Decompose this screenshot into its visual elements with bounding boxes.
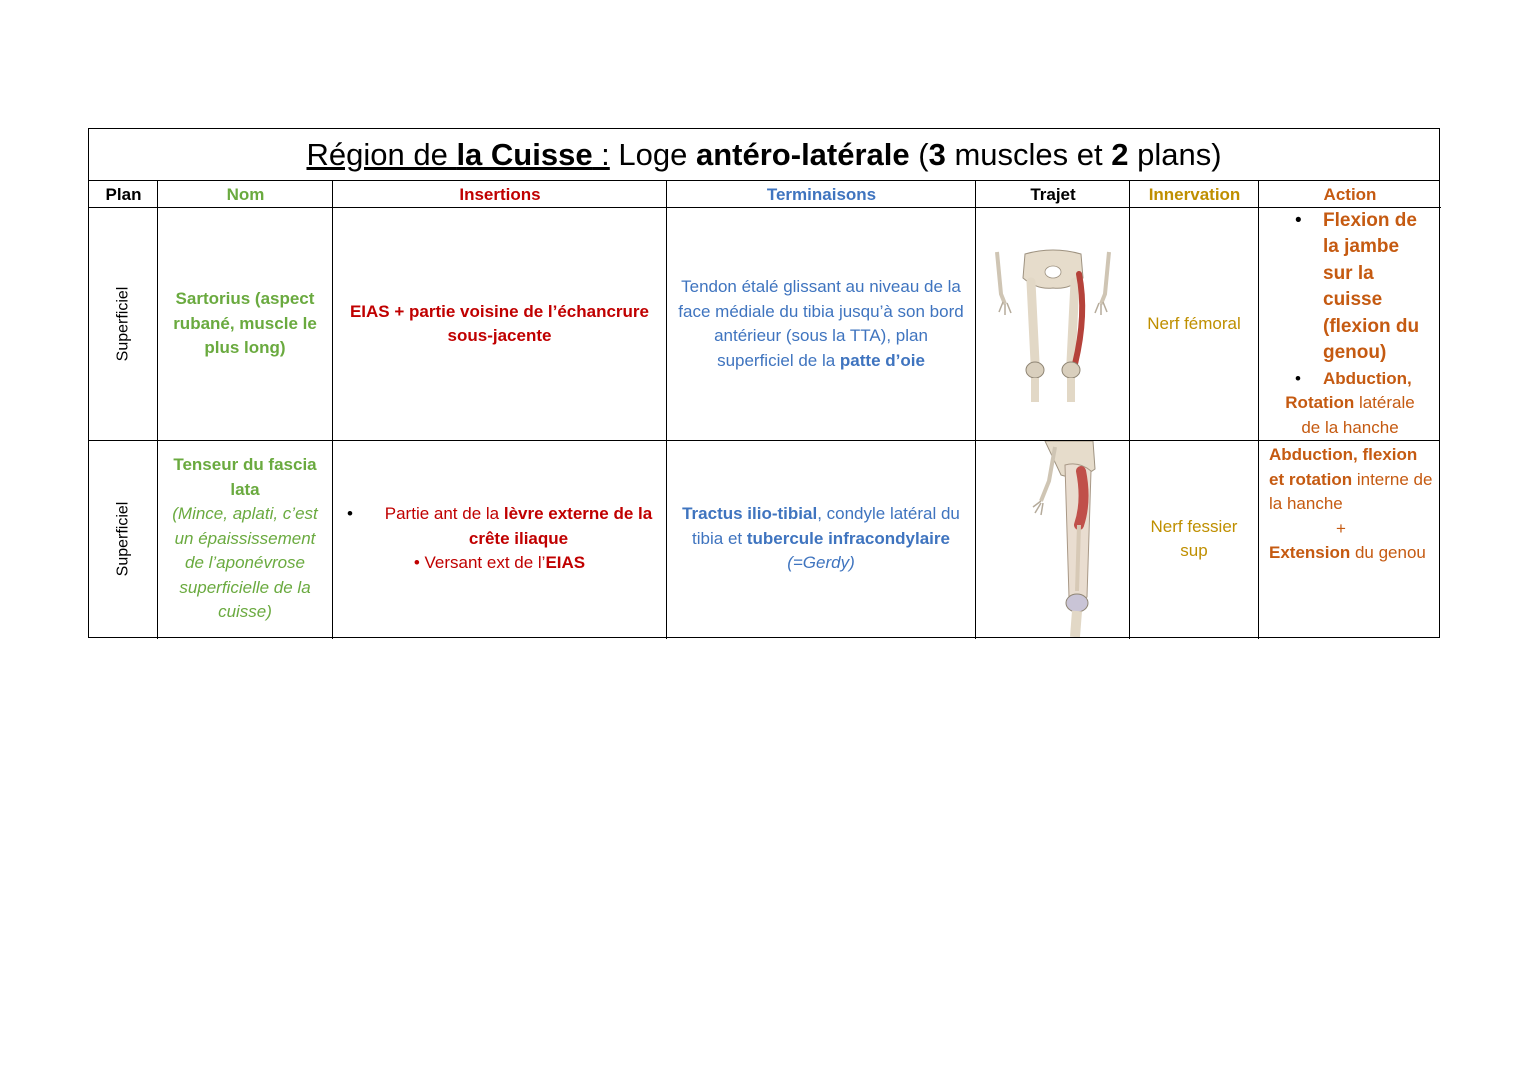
table-title	[89, 129, 1439, 181]
insertion-item	[414, 551, 585, 576]
title-text: plans)	[1128, 137, 1222, 172]
action-item	[1263, 367, 1437, 392]
bullet: •	[347, 504, 353, 524]
terminaison-bold: patte d’oie	[839, 350, 925, 370]
action-text: Abduction,	[1323, 368, 1412, 388]
insertion-bold: lèvre externe de la crête iliaque	[468, 504, 653, 548]
row2-innervation: Nerf fessier sup	[1150, 516, 1238, 560]
header-innervation: Innervation	[1130, 181, 1259, 208]
row2-action	[1259, 441, 1441, 637]
header-nom: Nom	[158, 181, 333, 208]
header-plan: Plan	[89, 181, 158, 208]
action-plus: +	[1336, 518, 1346, 538]
title-text: antéro-latérale	[696, 137, 910, 172]
nom-text: (Mince, aplati, c’est un épaississement de l’aponévrose superficielle de la cuisse)	[172, 504, 318, 622]
tensor-fascia-lata-illustration	[983, 441, 1123, 637]
action-text: Abduction, flexion et rotation	[1269, 445, 1418, 489]
action-text: latérale de la hanche	[1301, 393, 1415, 437]
insertion-bold: EIAS	[545, 553, 586, 573]
terminaison-bold: Tractus ilio-tibial	[682, 504, 818, 524]
action-text: interne de la hanche	[1269, 469, 1433, 513]
row1-innervation: Nerf fémoral	[1147, 313, 1241, 333]
title-text: Loge	[609, 137, 696, 172]
row2-nom	[158, 441, 332, 637]
bullet: •	[1295, 368, 1301, 388]
terminaison-text: Tendon étalé glissant au niveau de la face médiale du tibia jusqu’à son bord antérieur (sous la TTA), plan superficiel de la	[678, 277, 964, 370]
insertion-text: • Versant ext de l’	[413, 553, 546, 573]
row2-insertions	[333, 441, 666, 637]
row1-trajet-illustration	[976, 208, 1129, 440]
row1-plan	[89, 208, 157, 440]
row1-action	[1259, 208, 1441, 440]
header-trajet: Trajet	[976, 181, 1130, 208]
action-item	[1263, 391, 1437, 440]
bullet: •	[1295, 209, 1302, 231]
header-terminaisons: Terminaisons	[667, 181, 976, 208]
terminaison-text: (=Gerdy)	[787, 553, 855, 573]
title-text: la Cuisse	[456, 137, 593, 172]
header-action: Action	[1259, 181, 1441, 208]
row2-terminaisons	[667, 441, 975, 637]
nom-text: Tenseur du fascia lata	[173, 455, 317, 499]
action-text: du genou	[1350, 543, 1426, 562]
insertion-item	[341, 502, 658, 551]
title-text: muscles et	[945, 137, 1112, 172]
action-text: Flexion de la jambe sur la cuisse (flexion du genou)	[1323, 209, 1420, 364]
title-text: :	[592, 137, 610, 172]
row2-trajet-illustration	[976, 441, 1129, 637]
action-text: Rotation	[1285, 393, 1355, 413]
plan-label: Superficiel	[114, 501, 132, 577]
title-text: 2	[1111, 137, 1129, 172]
action-item	[1263, 208, 1437, 367]
row1-terminaisons	[667, 208, 975, 440]
row1-nom: Sartorius (aspect rubané, muscle le plus long)	[173, 289, 317, 358]
insertion-text: Partie ant de la	[384, 504, 504, 524]
title-text: (	[909, 137, 929, 172]
header-insertions: Insertions	[333, 181, 667, 208]
action-text: Extension	[1269, 543, 1351, 562]
row1-insertions: EIAS + partie voisine de l’échancrure sous-jacente	[349, 301, 650, 345]
muscle-table	[88, 128, 1440, 638]
terminaison-bold: tubercule infracondylaire	[746, 528, 950, 548]
sartorius-illustration	[983, 244, 1123, 404]
terminaison-text: , condyle latéral du tibia et	[692, 504, 960, 548]
title-text: 3	[928, 137, 946, 172]
title-text: Région de	[306, 137, 457, 172]
plan-label: Superficiel	[114, 286, 132, 362]
row2-plan	[89, 441, 157, 637]
